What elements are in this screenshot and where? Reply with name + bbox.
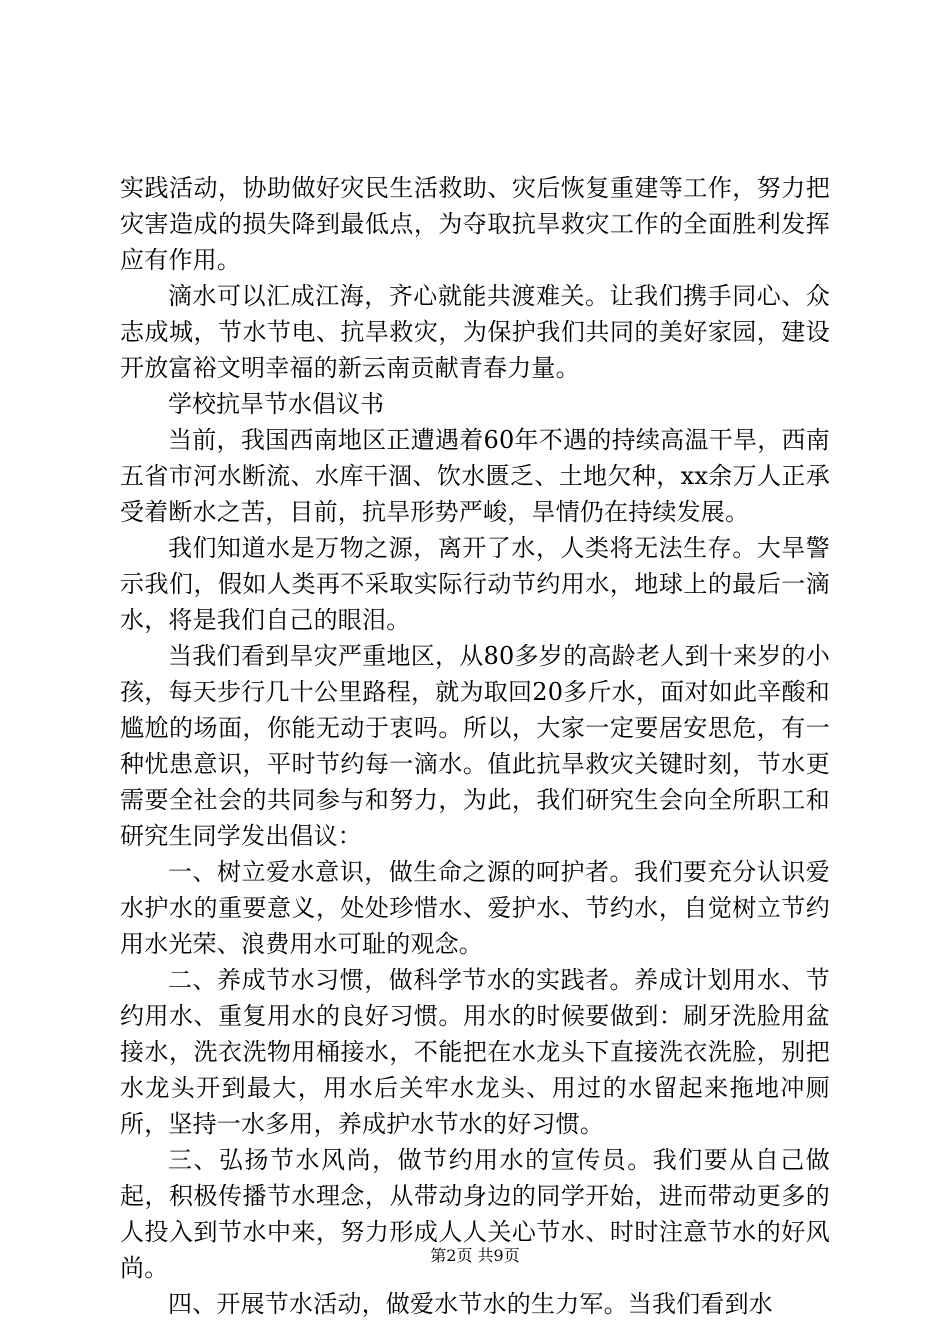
proposal-item-2: 二、养成节水习惯，做科学节水的实践者。养成计划用水、节约用水、重复用水的良好习惯。用水的时候要做到：刷牙洗脸用盆接水，洗衣洗物用桶接水，不能把在水龙头下直接洗衣洗脸，别把水龙头开到最大，用水后关牢水龙头、用过的水留起来拖地冲厕所，坚持一水多用，养成护水节水的好习惯。 — [120, 966, 830, 1138]
paragraph: 滴水可以汇成江海，齐心就能共渡难关。让我们携手同心、众志成城，节水节电、抗旱救灾，为保护我们共同的美好家园，建设开放富裕文明幸福的新云南贡献青春力量。 — [120, 282, 830, 382]
paragraph: 当我们看到旱灾严重地区，从80多岁的高龄老人到十来岁的小孩，每天步行几十公里路程，就为取回20多斤水，面对如此辛酸和尴尬的场面，你能无动于衷吗。所以，大家一定要居安思危，有一种忧患意识，平时节约每一滴水。值此抗旱救灾关键时刻，节水更需要全社会的共同参与和努力，为此，我们研究生会向全所职工和研究生同学发出倡议： — [120, 642, 830, 850]
proposal-item-3: 三、弘扬节水风尚，做节约用水的宣传员。我们要从自己做起，积极传播节水理念，从带动身边的同学开始，进而带动更多的人投入到节水中来，努力形成人人关心节水、时时注意节水的好风尚。 — [120, 1146, 830, 1282]
proposal-item-1: 一、树立爱水意识，做生命之源的呵护者。我们要充分认识爱水护水的重要意义，处处珍惜水、爱护水、节约水，自觉树立节约用水光荣、浪费用水可耻的观念。 — [120, 858, 830, 958]
paragraph: 我们知道水是万物之源，离开了水，人类将无法生存。大旱警示我们，假如人类再不采取实际行动节约用水，地球上的最后一滴水，将是我们自己的眼泪。 — [120, 534, 830, 634]
paragraph: 当前，我国西南地区正遭遇着60年不遇的持续高温干旱，西南五省市河水断流、水库干涸、饮水匮乏、土地欠种，xx余万人正承受着断水之苦，目前，抗旱形势严峻，旱情仍在持续发展。 — [120, 426, 830, 526]
document-body — [120, 170, 830, 1322]
page-number-footer: 第2页 共9页 — [430, 1246, 520, 1265]
proposal-item-4: 四、开展节水活动，做爱水节水的生力军。当我们看到水 — [168, 1290, 773, 1318]
paragraph-continued: 实践活动，协助做好灾民生活救助、灾后恢复重建等工作，努力把灾害造成的损失降到最低点，为夺取抗旱救灾工作的全面胜利发挥应有作用。 — [120, 174, 830, 274]
section-title: 学校抗旱节水倡议书 — [168, 390, 384, 418]
